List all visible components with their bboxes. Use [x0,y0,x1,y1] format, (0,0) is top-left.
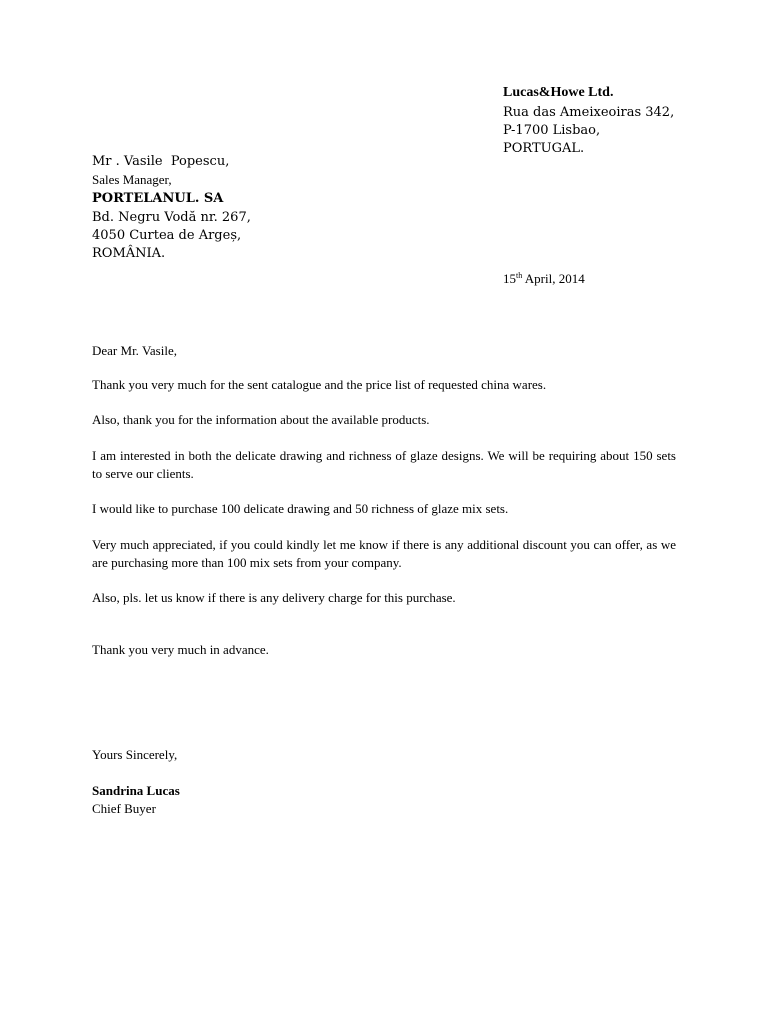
sender-block [503,84,743,158]
date-suffix: th [516,271,523,280]
sender-address-line: Rua das Ameixeoiras 342, [503,105,675,120]
letter-date [503,270,585,288]
sender-address-line: P-1700 Lisbao, [503,123,601,138]
sender-address-line: PORTUGAL. [503,141,585,156]
date-day: 15 [503,271,516,286]
recipient-name: Mr . Vasile Popescu, [92,154,230,169]
recipient-address-line: Bd. Negru Vodă nr. 267, [92,210,251,225]
paragraph: Very much appreciated, if you could kindly let me know if there is any additional discount you can offer, as we are purchasing more than 100 mix sets from your company. [92,537,676,570]
paragraph: Thank you very much for the sent catalogue and the price list of requested china wares. [92,377,547,392]
closing-thanks: Thank you very much in advance. [92,642,269,657]
paragraph: Also, pls. let us know if there is any delivery charge for this purchase. [92,590,456,605]
recipient-block [92,153,412,263]
recipient-address-line: ROMÂNIA. [92,246,166,261]
paragraph: Also, thank you for the information about the available products. [92,412,430,427]
valediction: Yours Sincerely, [92,747,178,762]
recipient-address-line: 4050 Curtea de Argeș, [92,228,242,243]
recipient-title: Sales Manager, [92,172,172,187]
paragraph: I am interested in both the delicate drawing and richness of glaze designs. We will be requiring about 150 sets to serve our clients. [92,448,676,481]
paragraph: I would like to purchase 100 delicate drawing and 50 richness of glaze mix sets. [92,501,509,516]
recipient-company: PORTELANUL. SA [92,191,224,206]
signer-title: Chief Buyer [92,801,156,816]
sender-company: Lucas&Howe Ltd. [503,85,614,100]
salutation: Dear Mr. Vasile, [92,343,177,358]
date-rest: April, 2014 [522,271,585,286]
signer-name: Sandrina Lucas [92,783,180,798]
